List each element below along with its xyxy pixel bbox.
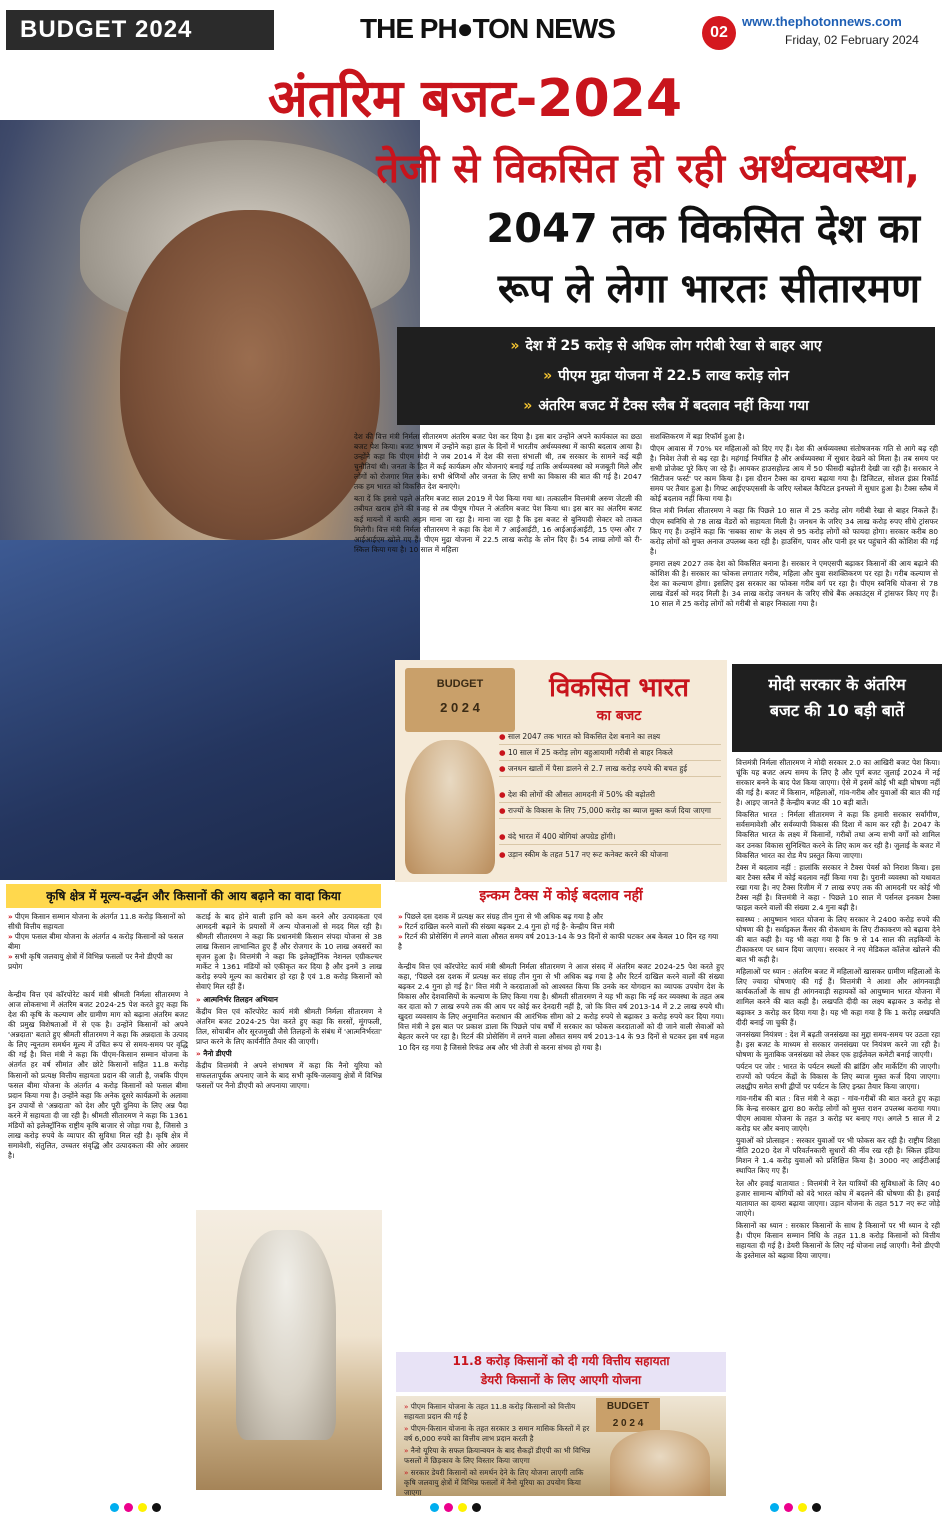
newspaper-brand: THE PH●TON NEWS xyxy=(360,13,615,44)
income-tax-body: केन्द्रीय वित्त एवं कॉरपोरेट कार्य मंत्री श्रीमती निर्मला सीतारमण ने आज संसद में अंतरिम बजट 2024-25 पेश करते हुए कहा, 'पिछले दस दशक में प्रत्यक्ष कर संग्रह तीन गुना से भी अधिक बढ़ गया है और रिटर्न दाखिल करने वालों की संख्या बढ़कर 2.4 गुना हो गई है।' वित्त मंत्री ने करदाताओं को आश्वस्त किया कि उनके कर योगदान का व्यापक उपयोग देश के विकास और देशवासियों के कल्याण के लिए किया गया है। श्रीमती सीतारमण ने यह भी कहा कि नई कर व्यवस्था के तहत अब कर दाता को 7 लाख रुपये तक की आय पर कोई कर देनदारी नहीं है, जो कि वित्त वर्ष 2013-14 में 2.2 लाख रुपये थी। खुदरा व्यवसाय के लिए अनुमानित कराधान की आरंभिक सीमा को 2 करोड़ रुपये से बढ़ाकर 3 करोड़ रुपये कर दिया गया। वित्त मंत्री ने इस बात पर प्रकाश डाला कि पिछले पांच वर्षों में सरकार का फोकस करदाताओं को दी जाने वाली सेवाओं को बेहतर करने पर रहा है। रिटर्न की प्रोसेसिंग में लगने वाला औसत समय वर्ष 2013-14 के 93 दिनों से घटकर इस वर्ष महज 10 दिन रह गया है जिससे रिफंड अब और भी तेजी से करना संभव हो गया है। xyxy=(398,962,724,1052)
issue-date: Friday, 02 February 2024 xyxy=(785,33,919,47)
lead-story-col1: देश की वित्त मंत्री निर्मला सीतारमण अंतरिम बजट पेश कर दिया है। इस बार उन्होंने अपने कार्यकाल का छठा बजट पेश किया। बजट भाषण में उन्होंने कहा हाल के दिनों में भारतीय अर्थव्यवस्था में काफी बदलाव आया है। उन्होंने कहा कि पीएम मोदी ने जब 2014 में देश की सत्ता संभाली थी, तब सरकार के सामने कई बड़ी चुनौतियां थी। जनता के हित में कई कार्यक्रम और योजनाएं बनाई गई ताकि अर्थव्यवस्था को मजबूती मिले और लोगों को रोजगार मिल सके। सभी श्रेणियों और जनता के लिए सभी का विकास की बात की गई है। 2047 तक हम भारत को विकसित देश बनाएंगे। बता दें कि इससे पहले अंतरिम बजट साल 2019 में पेश किया गया था। तत्कालीन वित्तमंत्री अरुण जेटली की तबीयत खराब होने की वजह से तब पीयूष गोयल ने अंतरिम बजट पेश किया था। इस बार का अंतरिम बजट कई मायनों में काफी अहम माना जा रहा है। माना जा रहा है कि इस बजट से बुनियादी सेक्टर को ताकत मिलेगी। वित्त मंत्री निर्मला सीतारमण ने कहा कि देश में 7 आईआईटी, 16 आईआईआईटी, 15 एम्स और 7 आईआईएम खोले गए हैं। पीएम मुद्रा योजना में 22.5 लाख करोड़ के लोन दिए हैं। 54 लाख लोगों को री-स्किल किया गया है। 10 साल में महिला xyxy=(354,432,642,554)
lead-story-col2: सशक्तिकरण में बड़ा रिफॉर्म हुआ है। पीएम आवास में 70% घर महिलाओं को दिए गए हैं। देश की अर्थव्यवस्था संतोषजनक गति से आगे बढ़ रही है। निवेश तेजी से बढ़ रहा है। महंगाई नियंत्रित है और अर्थव्यवस्था में सुधार देखने को मिला है। तब समय पर सभी प्रोजेक्ट पूरे किए जा रहे हैं। आयकर हाउसहोल्ड आय में 50 फीसदी बढ़ोतरी देखी जा रही है। सरकार ने 'सिटीजन फर्स्ट' पर काम किया है। इस दौरान टैक्स का दायरा बढ़ाया गया है। डिजिटल, सोशल इंफ्रा रिकॉर्ड समय पर तैयार हुआ है। गिफ्ट आईएफएससी के जरिए ग्लोबल कैपिटल इनफ्लो में सुधार हुआ है। टैक्स स्लैब में कोई बदलाव नहीं किया गया है। वित्त मंत्री निर्मला सीतारमण ने कहा कि पिछले 10 साल में 25 करोड़ लोग गरीबी रेखा से बाहर निकले हैं। पीएम स्वनिधि से 78 लाख वेंडरों को सहायता मिली है। जनधन के जरिए 34 लाख करोड़ रुपए सीधे ट्रांसफर किए गए हैं। उन्होंने कहा कि 'सबका साथ' के लक्ष्य से 95 करोड़ लोगों को फायदा होगा। सरकार करीब 80 करोड़ लोगों को मुफ्त अनाज उपलब्ध करा रही है। हाउसिंग, पावर और पानी हर घर पहुंचाने की कोशिश की गई है। हमारा लक्ष्य 2027 तक देश को विकसित बनाना है। सरकार ने एमएसपी बढ़ाकर किसानों की आय बढ़ाने की कोशिश की है। सरकार का फोकस लगातार गरीब, महिला और युवा सशक्तिकरण पर रहा है। गरीब कल्याण से देश का कल्याण होगा। इसलिए इस सरकार का फोकस गरीब वर्ग पर रहा है। पीएम स्वनिधि योजना से 78 लाख वेंडर्स को मदद मिली है। 34 लाख करोड़ जनधन के जरिए सीधे बैंक अकाउंट्स में ट्रांसफर किए गए हैं। 10 साल में 25 करोड़ लोगों को गरीबी से बाहर निकाला गया है। xyxy=(650,432,938,608)
registration-dot xyxy=(430,1503,439,1512)
agri-subhead: » नैनो डीएपी xyxy=(196,1048,232,1058)
minister-sketch xyxy=(405,740,495,874)
registration-dot xyxy=(798,1503,807,1512)
farmer-figure-shape xyxy=(236,1230,336,1440)
infographic-point: ● देश की लोगों की औसत आमदनी में 50% की बढ़ोतरी xyxy=(499,790,721,803)
dairy-point: » सरकार डेयरी किसानों को समर्थन देने के लिए योजना लाएगी ताकि कृषि जलवायु क्षेत्रों में विभिन्न फसलों में नैनो यूरिया का उपयोग किया जाएगा xyxy=(404,1468,584,1497)
farmer-illustration xyxy=(196,1210,382,1490)
registration-dot xyxy=(770,1503,779,1512)
sub-headline-line3: रूप ले लेगा भारतः सीतारमण xyxy=(497,266,920,312)
dairy-section-header: 11.8 करोड़ किसानों को दी गयी वित्तीय सहायता डेयरी किसानों के लिए आएगी योजना xyxy=(396,1352,726,1392)
income-tax-header: इन्कम टैक्स में कोई बदलाव नहीं xyxy=(479,888,643,904)
double-arrow-icon: » xyxy=(523,398,533,414)
highlight-item: » पीएम मुद्रा योजना में 22.5 लाख करोड़ लोन xyxy=(543,368,789,384)
registration-dot xyxy=(812,1503,821,1512)
infographic-point: ● साल 2047 तक भारत को विकसित देश बनाने का लक्ष्य xyxy=(499,732,721,745)
registration-dot xyxy=(152,1503,161,1512)
viksit-bharat-infographic xyxy=(395,660,727,882)
tax-bullet: » रिटर्न की प्रोसेसिंग में लगने वाला औसत समय वर्ष 2013-14 के 93 दिनों से काफी घटकर अब केवल 10 दिन रह गया है xyxy=(398,932,719,952)
agri-bullets xyxy=(8,912,188,986)
agri-section-header: कृषि क्षेत्र में मूल्य-वर्द्धन और किसानों की आय बढ़ाने का वादा किया xyxy=(6,884,381,908)
income-tax-bullets xyxy=(398,912,724,956)
page-number-badge: 02 xyxy=(702,16,736,50)
infographic-point: ● राज्यों के विकास के लिए 75,000 करोड़ का ब्याज मुक्त कर्ज दिया जाएगा xyxy=(499,806,721,819)
section-tag: BUDGET 2024 xyxy=(6,10,274,50)
agri-bullet: » सभी कृषि जलवायु क्षेत्रों में विभिन्न फसलों पर नैनो डीएपी का प्रयोग xyxy=(8,952,173,972)
highlight-item: » अंतरिम बजट में टैक्स स्लैब में बदलाव नहीं किया गया xyxy=(523,398,809,414)
registration-dot xyxy=(472,1503,481,1512)
budget-block-graphic: BUDGET 2 0 2 4 xyxy=(405,668,515,732)
registration-dot xyxy=(444,1503,453,1512)
double-arrow-icon: » xyxy=(543,368,553,384)
registration-dot xyxy=(138,1503,147,1512)
agri-col1: केन्द्रीय वित्त एवं कॉरपोरेट कार्य मंत्री श्रीमती निर्मला सीतारमण ने आज लोकसभा में अंतरिम बजट 2024-25 पेश करते हुए कहा कि देश की कृषि के कल्याण और ग्रामीण माग को बढ़ाना अंतरिम बजट की प्रमुख विशेषताओं में से एक है। उन्होंने किसानों को अपने 'अन्नदाता' बताते हुए श्रीमती सीतारमण ने कहा कि अन्नदाता के उत्पाद के लिए न्यूनतम समर्थन मूल्य में उचित रूप से समय-समय पर वृद्धि की गई है। वित्त मंत्री ने कहा कि पीएम-किसान सम्मान योजना के अंतर्गत हर वर्ष सीमांत और छोटे किसानों सहित 11.8 करोड़ किसानों को प्रत्यक्ष वित्तीय सहायता प्रदान की जाती है, जबकि पीएम फसल बीमा योजना के अंतर्गत 4 करोड़ किसानों को फसल बीमा प्रदान किया गया है। उन्होंने कहा कि अनेक दूसरे कार्यक्रमों के अलावा इन उपायों से 'अन्नदाता' को देश और पूरी दुनिया के लिए अन्न पैदा करने में सहायता दी जा रही है। श्रीमती सीतारमण ने कहा कि 1361 मंडियों को इलेक्ट्रॉनिक राष्ट्रीय कृषि बाजार से जोड़ा गया है, जिससे 3 लाख करोड़ रुपये के व्यापार की सुविधा मिल रही है। कृषि क्षेत्र में समावेशी, संतुलित, उच्चतर संवृद्धि और उत्पादकता की ओर अग्रसर है। xyxy=(8,990,188,1160)
modi-box-header: मोदी सरकार के अंतरिम बजट की 10 बड़ी बातें xyxy=(732,664,942,752)
highlight-item: » देश में 25 करोड़ से अधिक लोग गरीबी रेखा से बाहर आए xyxy=(510,338,822,354)
agri-col2: कटाई के बाद होने वाली हानि को कम करने और उत्पादकता एवं आमदनी बढ़ाने के प्रयासों में अन्य योजनाओं से मदद मिल रही है। श्रीमती सीतारमण ने कहा कि प्रधानमंत्री किसान संपदा योजना से 38 लाख किसान लाभान्वित हुए हैं और रोजगार के 10 लाख अवसरों का सृजन हुआ है। वित्तमंत्री ने कहा कि इलेक्ट्रॉनिक नेशनल एग्रीकल्चर मार्केट ने 1361 मंडियों को एकीकृत कर दिया है और इनमें 3 लाख करोड़ रुपये मूल्य का कारोबार हो रहा है एवं 1.8 करोड़ किसानों को सेवाएं मिल रही हैं। » आत्मनिर्भर तिलहन अभियान केंद्रीय वित्त एवं कॉरपोरेट कार्य मंत्री श्रीमती निर्मला सीतारमण ने अंतरिम बजट 2024-25 पेश करते हुए कहा कि सरसों, मूंगफली, तिल, सोयाबीन और सूरजमुखी जैसे तिलहनों के संबंध में 'आत्मनिर्भरता' प्राप्त करने के लिए कार्यनीति तैयार की जाएगी। » नैनो डीएपी केंद्रीय वित्तमंत्री ने अपने संभाषण में कहा कि नैनो यूरिया को सफलतापूर्वक अपनाए जाने के बाद सभी कृषि-जलवायु क्षेत्रों में विभिन्न फसलों पर नैनो डीएपी को अपनाया जाएगा। xyxy=(196,912,382,1090)
infographic-subtitle: का बजट xyxy=(596,708,642,724)
agri-subhead: » आत्मनिर्भर तिलहन अभियान xyxy=(196,994,278,1004)
sub-headline-line2: 2047 तक विकसित देश का xyxy=(486,206,920,252)
tax-bullet: » पिछले दस दशक में प्रत्यक्ष कर संग्रह तीन गुना से भी अधिक बढ़ गया है और xyxy=(398,912,603,921)
modi-box-body: वित्तमंत्री निर्मला सीतारमण ने मोदी सरकार 2.0 का आखिरी बजट पेश किया। चूंकि यह बजट अल्प समय के लिए है और पूर्ण बजट जुलाई 2024 में नई सरकार बनने के बाद पेश किया जाएगा। ऐसे में इसमें कोई भी बड़ी घोषणा नहीं की गई है। बजट में किसान, महिलाओं, गांव-गरीब और युवाओं की बात की गई है। आइए जानते हैं केन्द्रीय बजट की 10 बड़ी बातें। विकसित भारत : निर्मला सीतारमण ने कहा कि हमारी सरकार सर्वांगीण, सर्वसमावेशी और सर्वव्यापी विकास की दिशा में काम कर रही है। 2047 के विकसित भारत के लक्ष्य में किसानों, गरीबों तथा अन्य सभी वर्गों को शामिल कर उनका विकास सुनिश्चित करने के लिए काम कर रही है। जुलाई के बजट में विकसित भारत का रोड मैप प्रस्तुत किया जाएगा। टैक्स में बदलाव नहीं : हालांकि सरकार ने टैक्स पेयर्स को निराश किया। इस बार टैक्स स्लैब में कोई बदलाव नहीं किया गया है। पुरानी व्यवस्था को यथावत रखा गया है। नए टैक्स रिजीम में 7 लाख रुपए तक की आमदनी पर कोई भी टैक्स नहीं है। वित्तमंत्री ने कहा - पिछले 10 साल में पर्सनल इनकम टैक्स फाइल करने वालों की संख्या 2.4 गुना बढ़ी है। स्वास्थ्य : आयुष्मान भारत योजना के लिए सरकार ने 2400 करोड़ रुपये की घोषणा की है। सर्वाइकल कैंसर की रोकथाम के लिए टीकाकरण को बढ़ावा देने की बात कही है। यह भी कहा गया है कि 9 से 14 साल की लड़कियों के टीकाकरण पर ध्यान दिया जाएगा। सरकार ने नए मेडिकल कॉलेज खोलने की बात भी कही है। महिलाओं पर ध्यान : अंतरिम बजट में महिलाओं खासकर ग्रामीण महिलाओं के लिए ज्यादा घोषणाएं की गई हैं। वित्तमंत्री ने आशा और आंगनवाड़ी कार्यकर्ताओं के साथ ही आंगनवाड़ी सहायकों को आयुष्मान भारत योजना में शामिल करने की बात कही है। लखपति दीदी का लक्ष्य बढ़ाकर 3 करोड़ से बढ़ाकर 3 करोड़ कर दिया गया है। यह भी कहा गया है कि 1 करोड़ लखपति दीदी बनाई जा चुकी हैं। जनसंख्या नियंत्रण : देश में बढ़ती जनसंख्या का मुद्दा समय-समय पर उठता रहा है। इस बजट के माध्यम से सरकार जनसंख्या पर नियंत्रण करने जा रही है। घोषणा के मुताबिक जनसंख्या को लेकर एक हाईलेवल कमेटी बनाई जाएगी। पर्यटन पर जोर : भारत के पर्यटन स्थलों की ब्रांडिंग और मार्केटिंग की जाएगी। राज्यों को पर्यटन केंद्रों के विकास के लिए ब्याज मुक्त कर्ज दिया जाएगा। लक्षद्वीप समेत सभी द्वीपों पर पर्यटन के लिए इन्फ्रा तैयार किया जाएगा। गांव-गरीब की बात : वित्त मंत्री ने कहा - गांव-गरीबों की बात करते हुए कहा कि केन्द्र सरकार द्वारा 80 करोड़ लोगों को मुफ्त राशन उपलब्ध कराया गया। पीएम आवास योजना के तहत 3 करोड़ घर बनाए गए। अगले 5 साल में 2 करोड़ घर और बनाए जाएंगे। युवाओं को प्रोत्साहन : सरकार युवाओं पर भी फोकस कर रही है। राष्ट्रीय शिक्षा नीति 2020 देश में परिवर्तनकारी सुधारों की नींव रख रही है। स्किल इंडिया मिशन ने 1.4 करोड़ युवाओं को प्रशिक्षित किया है। 3000 नए आईटीआई स्थापित किए गए हैं। रेल और हवाई यातायात : वित्तमंत्री ने रेल यात्रियों की सुविधाओं के लिए 40 हजार सामान्य बोगियों को वंदे भारत कोच में बदलने की घोषणा की है। हवाई यातायात का दायरा बढ़ाया जाएगा। उड़ान योजना के तहत 517 नए रूट जोड़े जाएंगे। किसानों का ध्यान : सरकार किसानों के साथ है किसानों पर भी ध्यान दे रही है। पीएम किसान सम्मान निधि के तहत 11.8 करोड़ किसानों को वित्तीय सहायता दी गई है। डेयरी किसानों के लिए नई योजना लाई जाएगी। नैनो डीएपी के इस्तेमाल को बढ़ावा दिया जाएगा। xyxy=(736,758,940,1260)
tax-bullet: » रिटर्न दाखिल करने वालों की संख्या बढ़कर 2.4 गुना हो गई है- केन्द्रीय वित्त मंत्री xyxy=(398,922,615,932)
main-headline: अंतरिम बजट-2024 xyxy=(267,69,683,129)
infographic-point: ● वंदे भारत में 400 बोगियां अपग्रेड होंगी। xyxy=(499,832,721,845)
dairy-point: » पीएम-किसान योजना के तहत सरकार 3 समान मासिक किस्तों में हर वर्ष 6,000 रुपये का वित्तीय लाभ प्रदान करती है xyxy=(404,1424,590,1443)
dairy-budget-block: BUDGET 2 0 2 4 xyxy=(596,1398,660,1432)
registration-dot xyxy=(110,1503,119,1512)
dairy-minister-sketch xyxy=(610,1430,710,1496)
website-link[interactable]: www.thephotonnews.com xyxy=(742,14,902,29)
infographic-point: ● उड़ान स्कीम के तहत 517 नए रूट कनेक्ट करने की योजना xyxy=(499,850,669,859)
registration-dot xyxy=(784,1503,793,1512)
double-arrow-icon: » xyxy=(510,338,520,354)
infographic-title: विकसित भारत xyxy=(549,673,689,703)
dairy-point: » पीएम किसान योजना के तहत 11.8 करोड़ किसानों को वित्तीय सहायता प्रदान की गई है xyxy=(404,1402,576,1421)
dairy-point: » नैनो यूरिया के सफल क्रियान्वयन के बाद सैकड़ों डीएपी का भी विभिन्न फसलों में छिड़काव के लिए विस्तार किया जाएगा xyxy=(404,1446,591,1465)
agri-bullet: » पीएम फसल बीमा योजना के अंतर्गत 4 करोड़ किसानों को फसल बीमा xyxy=(8,932,184,952)
sub-headline-line1: तेजी से विकसित हो रही अर्थव्यवस्था, xyxy=(376,146,920,192)
highlights-box xyxy=(397,327,935,425)
registration-dot xyxy=(124,1503,133,1512)
registration-dot xyxy=(458,1503,467,1512)
agri-bullet: » पीएम किसान सम्मान योजना के अंतर्गत 11.8 करोड़ किसानों को सीधी वित्तीय सहायता xyxy=(8,912,186,932)
infographic-point: ● 10 साल में 25 करोड़ लोग बहुआयामी गरीबी से बाहर निकले xyxy=(499,748,721,761)
infographic-point: ● जनधन खातों में पैसा डालने से 2.7 लाख करोड़ रुपये की बचत हुई xyxy=(499,764,721,777)
